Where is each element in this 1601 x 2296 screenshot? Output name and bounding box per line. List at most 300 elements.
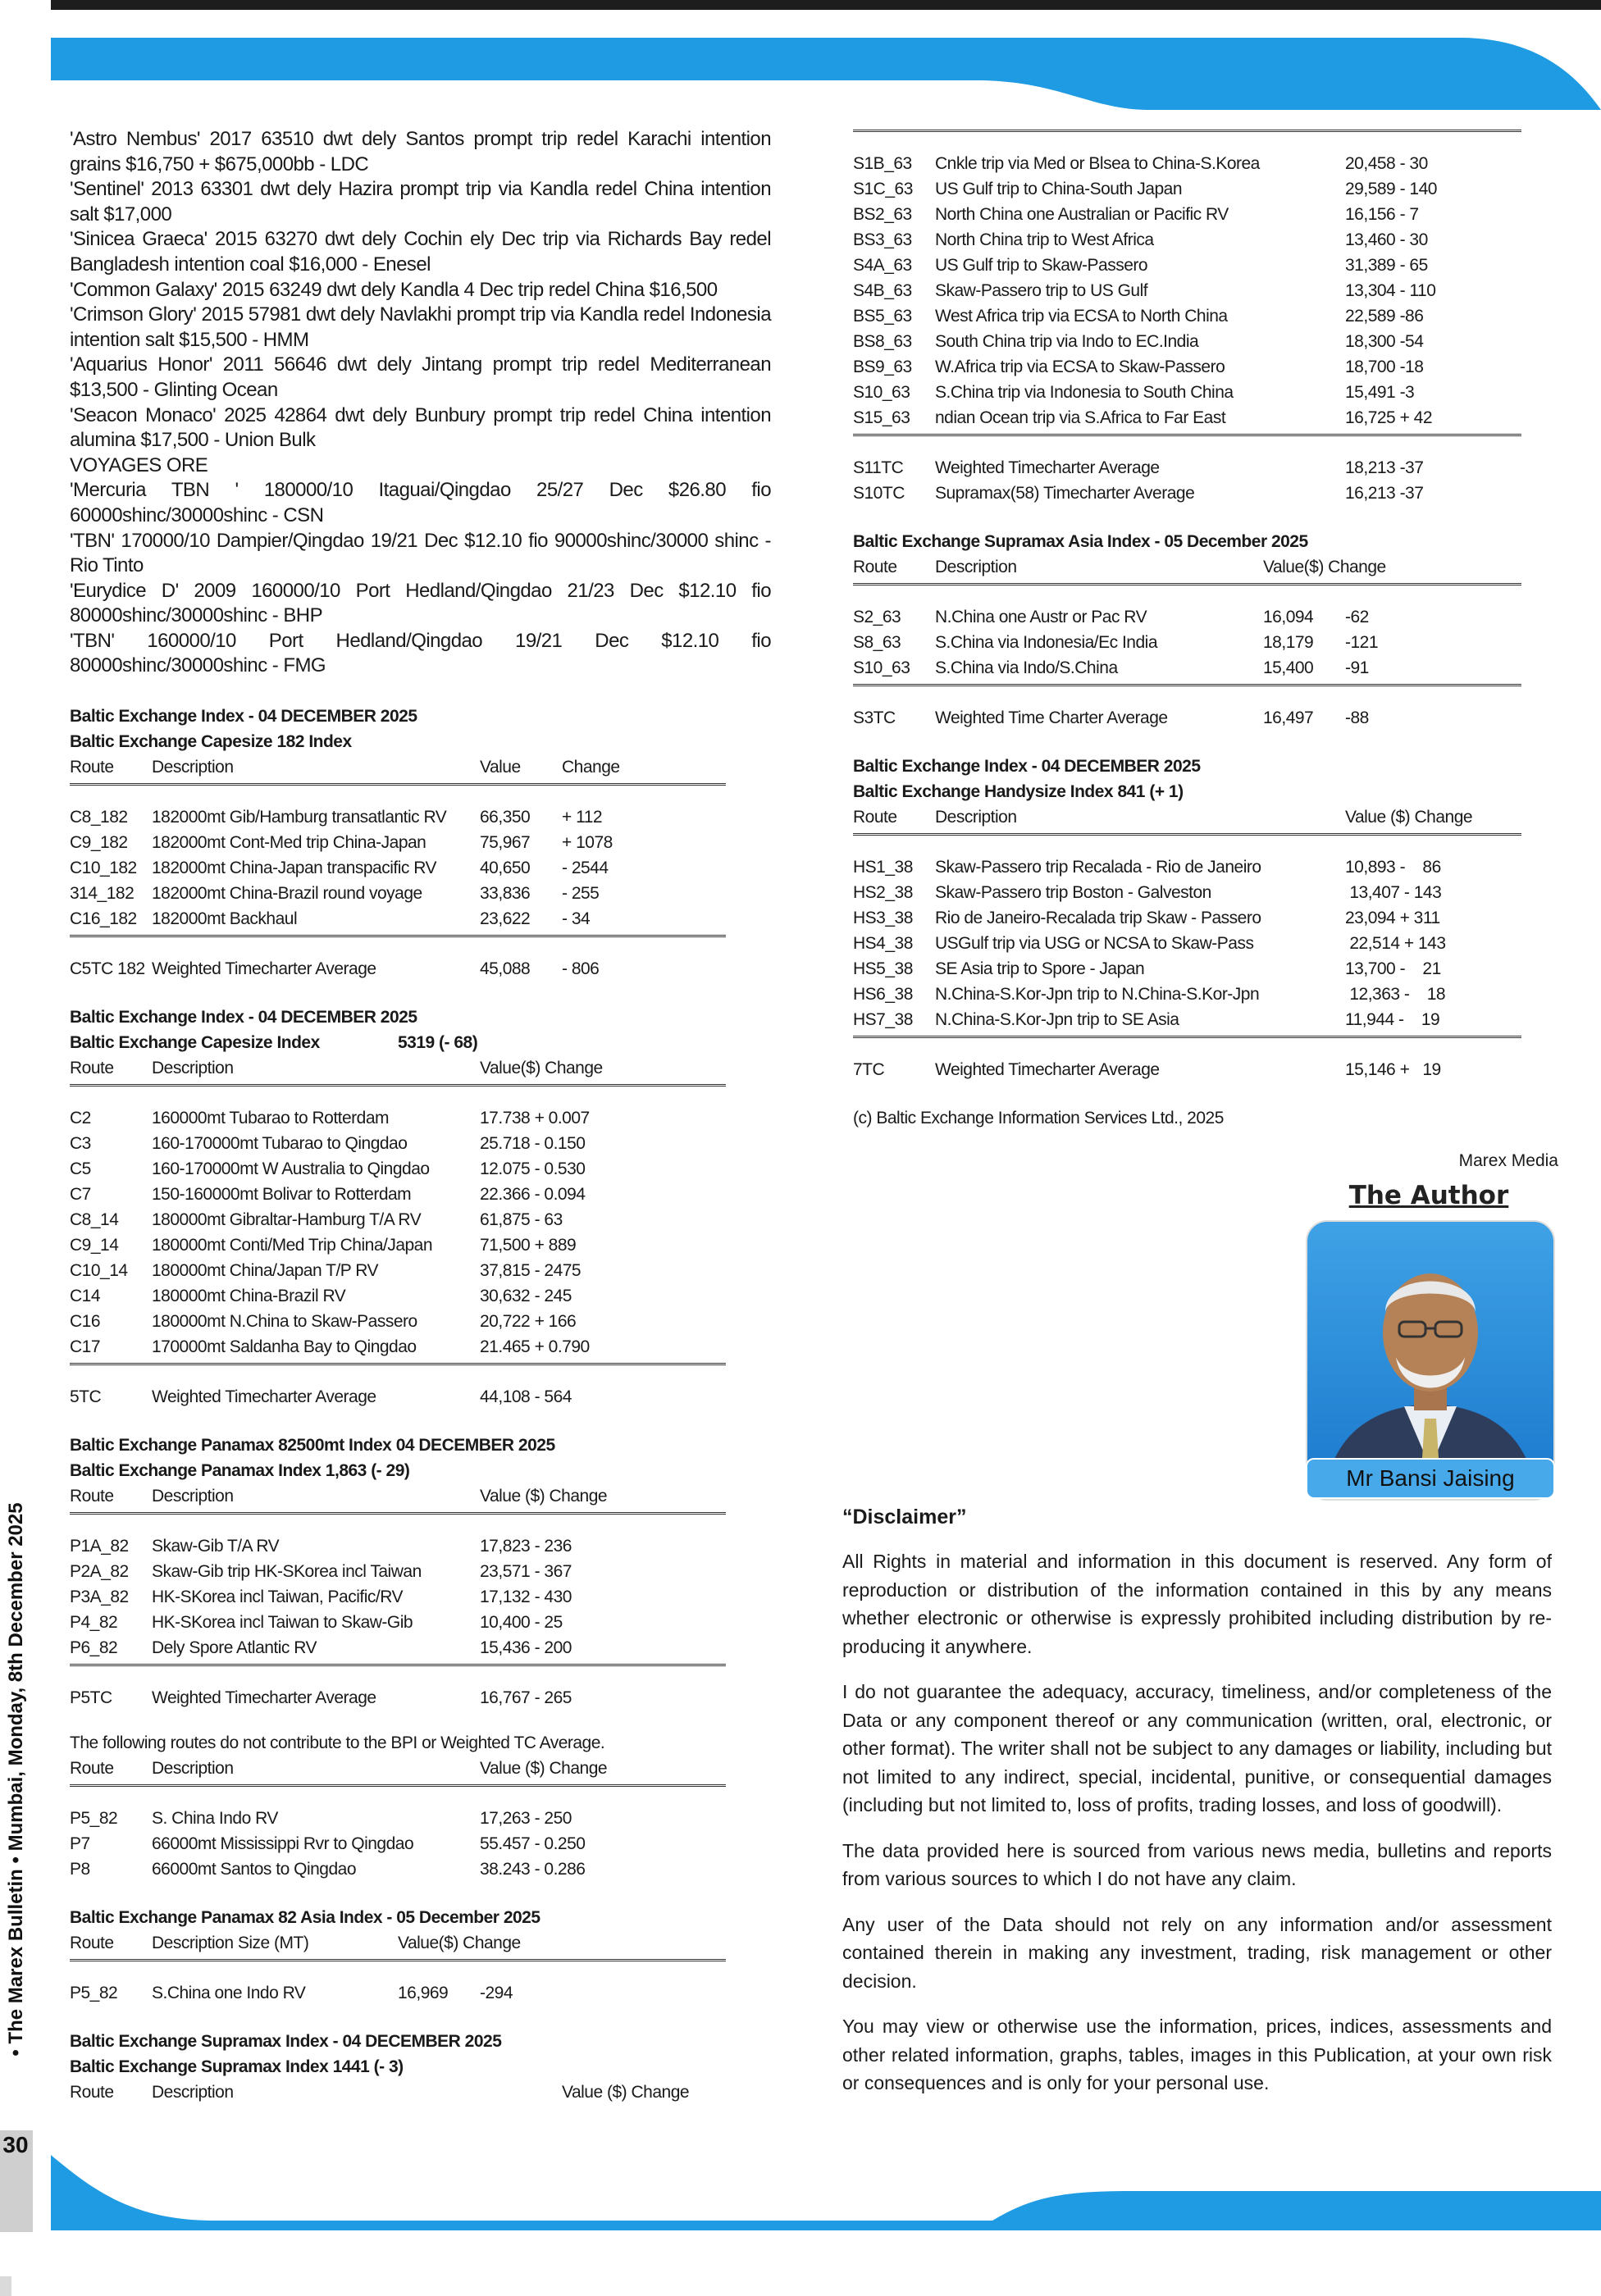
- table-cell: S4A_63: [853, 256, 912, 275]
- table-cell: North China trip to West Africa: [935, 230, 1154, 249]
- separator: [853, 130, 1521, 144]
- spine-text: • The Marex Bulletin • Mumbai, Monday, 8th December 2025: [5, 1502, 27, 2057]
- table-cell: Description: [152, 1487, 234, 1506]
- table-cell: 23,622: [480, 909, 531, 929]
- table-cell: 12,363 - 18: [1345, 985, 1446, 1004]
- separator: [853, 1036, 1521, 1050]
- right-column: [853, 130, 1526, 1131]
- table-subtitle: Baltic Exchange Capesize 182 Index: [70, 732, 352, 752]
- table-header: [70, 2080, 771, 2105]
- table-cell: BS9_63: [853, 358, 912, 376]
- table-cell: Description: [152, 2083, 234, 2102]
- table-cell: Description: [935, 558, 1017, 576]
- table-row: [70, 1635, 771, 1660]
- table-cell: HS7_38: [853, 1010, 913, 1029]
- table-cell: 22.366 - 0.094: [480, 1185, 586, 1205]
- top-blue-wave: [0, 31, 1601, 110]
- separator: [853, 684, 1521, 699]
- narrative-line: 'Crimson Glory' 2015 57981 dwt dely Navlakhi prompt trip via Kandla redel Indonesia intention salt $15,500 - HMM: [70, 303, 771, 351]
- table-row: [853, 405, 1526, 430]
- table-cell: Route: [70, 1759, 114, 1779]
- table-cell: 12.075 - 0.530: [480, 1159, 586, 1179]
- table-cell: + 112: [562, 808, 603, 827]
- table-cell: C5: [70, 1159, 91, 1179]
- table-cell: Value ($) Change: [562, 2083, 690, 2102]
- table-cell: Weighted Timecharter Average: [152, 959, 376, 979]
- table-footer-row: [853, 481, 1526, 506]
- table-row: [853, 854, 1526, 880]
- table-cell: 16,094: [1263, 608, 1314, 626]
- table-cell: P5_82: [70, 1809, 118, 1829]
- separator: [70, 1084, 726, 1099]
- table-row: [70, 1232, 771, 1258]
- table-cell: 37,815 - 2475: [480, 1261, 582, 1281]
- table-cell: 38.243 - 0.286: [480, 1860, 586, 1879]
- separator: [70, 783, 726, 798]
- table-cell: S.China via Indo/S.China: [935, 658, 1118, 677]
- table-cell: Value($) Change: [480, 1059, 603, 1078]
- table-cell: 22,589 -86: [1345, 307, 1424, 326]
- table-cell: 16,497: [1263, 708, 1314, 727]
- table-cell: 182000mt China-Japan transpacific RV: [152, 859, 436, 878]
- table-row: [853, 253, 1526, 278]
- table-cell: HS3_38: [853, 909, 913, 927]
- table-cell: 160-170000mt Tubarao to Qingdao: [152, 1134, 408, 1154]
- table-cell: BS8_63: [853, 332, 912, 351]
- table-cell: HS6_38: [853, 985, 913, 1004]
- table-cell: Route: [853, 558, 897, 576]
- table-cell: C10_182: [70, 859, 137, 878]
- table-cell: 75,967: [480, 833, 531, 853]
- table-row: [70, 1980, 771, 2006]
- table-subtitle: [70, 1030, 771, 1055]
- table-cell: 13,304 - 110: [1345, 281, 1436, 300]
- table-cell: Route: [853, 808, 897, 827]
- separator: [70, 1784, 726, 1799]
- table-cell: -88: [1345, 708, 1369, 727]
- table-cell: C10_14: [70, 1261, 128, 1281]
- table-row: [70, 1309, 771, 1334]
- table-cell: 7TC: [853, 1060, 885, 1079]
- table-cell: P4_82: [70, 1613, 118, 1633]
- table-cell: S.China via Indonesia/Ec India: [935, 633, 1158, 652]
- table-cell: S8_63: [853, 633, 901, 652]
- table-cell: S10_63: [853, 658, 910, 677]
- table-cell: Weighted Time Charter Average: [935, 708, 1168, 727]
- table-cell: 23,571 - 367: [480, 1562, 572, 1582]
- table-cell: Value($) Change: [1263, 558, 1386, 576]
- table-cell: Route: [70, 2083, 114, 2102]
- table-cell: 29,589 - 140: [1345, 180, 1437, 198]
- header-value: Value: [480, 758, 521, 777]
- table-cell: C9_182: [70, 833, 128, 853]
- table-row: [853, 329, 1526, 354]
- subtitle-value: 5319 (- 68): [398, 1033, 478, 1053]
- table-cell: C2: [70, 1109, 91, 1128]
- table-cell: P8: [70, 1860, 90, 1879]
- narrative-line: 'Common Galaxy' 2015 63249 dwt dely Kandla 4 Dec trip redel China $16,500: [70, 278, 718, 301]
- table-cell: - 34: [562, 909, 591, 929]
- table-cell: 18,213 -37: [1345, 458, 1424, 477]
- table-cell: Skaw-Passero trip to US Gulf: [935, 281, 1148, 300]
- supramax-routes-table: [853, 130, 1526, 506]
- table-cell: HS4_38: [853, 934, 913, 953]
- table-cell: BS5_63: [853, 307, 912, 326]
- table-cell: P5_82: [70, 1984, 118, 2003]
- table-header: [853, 554, 1526, 580]
- table-header: [70, 1930, 771, 1956]
- table-row: [70, 1131, 771, 1156]
- table-row: [853, 905, 1526, 931]
- table-cell: 30,632 - 245: [480, 1287, 572, 1306]
- table-cell: P6_82: [70, 1638, 118, 1658]
- table-cell: -91: [1345, 658, 1369, 677]
- table-cell: S.China one Indo RV: [152, 1984, 306, 2003]
- table-subtitle: Baltic Exchange Supramax Index 1441 (- 3): [70, 2057, 404, 2077]
- subtitle-text: Baltic Exchange Capesize Index: [70, 1033, 320, 1053]
- table-cell: HK-SKorea incl Taiwan, Pacific/RV: [152, 1588, 404, 1607]
- table-cell: Dely Spore Atlantic RV: [152, 1638, 317, 1658]
- table-row: [853, 931, 1526, 956]
- table-subtitle: Baltic Exchange Panamax Index 1,863 (- 29): [70, 1461, 410, 1481]
- table-cell: S15_63: [853, 408, 910, 427]
- table-cell: 182000mt Gib/Hamburg transatlantic RV: [152, 808, 447, 827]
- table-cell: BS2_63: [853, 205, 912, 224]
- separator: [70, 1512, 726, 1527]
- table-row: [853, 604, 1526, 630]
- table-header: [70, 1756, 771, 1781]
- table-row: [70, 1806, 771, 1831]
- table-row: [853, 655, 1526, 681]
- table-cell: 18,300 -54: [1345, 332, 1424, 351]
- table-cell: North China one Australian or Pacific RV: [935, 205, 1229, 224]
- table-row: [853, 278, 1526, 303]
- separator: [70, 1363, 726, 1378]
- table-cell: Description Size (MT): [152, 1934, 309, 1953]
- table-cell: P3A_82: [70, 1588, 129, 1607]
- table-row: [70, 830, 771, 855]
- table-row: [70, 1831, 771, 1856]
- narrative-line: 'Eurydice D' 2009 160000/10 Port Hedland/Qingdao 21/23 Dec $12.10 fio 80000shinc/30000shinc - BHP: [70, 579, 771, 627]
- table-cell: - 255: [562, 884, 600, 904]
- table-cell: SE Asia trip to Spore - Japan: [935, 959, 1145, 978]
- table-row: [70, 855, 771, 881]
- table-footer-row: [70, 956, 771, 982]
- table-cell: 15,436 - 200: [480, 1638, 572, 1658]
- table-cell: Value ($) Change: [1345, 808, 1473, 827]
- table-cell: US Gulf trip to China-South Japan: [935, 180, 1183, 198]
- separator: [853, 434, 1521, 449]
- table-cell: 18,179: [1263, 633, 1314, 652]
- table-row: [70, 1283, 771, 1309]
- author-name-caption: Mr Bansi Jaising: [1306, 1458, 1555, 1499]
- table-cell: South China trip via Indo to EC.India: [935, 332, 1199, 351]
- table-cell: S.China trip via Indonesia to South China: [935, 383, 1234, 402]
- table-cell: 314_182: [70, 884, 135, 904]
- table-footer-row: [853, 1057, 1526, 1082]
- capesize-table: [70, 1004, 771, 1410]
- separator: [70, 935, 726, 950]
- table-cell: -62: [1345, 608, 1369, 626]
- table-cell: -294: [480, 1984, 513, 2003]
- table-title: Baltic Exchange Panamax 82 Asia Index - 05 December 2025: [70, 1908, 541, 1928]
- table-cell: 21.465 + 0.790: [480, 1337, 590, 1357]
- table-cell: 16,969: [398, 1984, 449, 2003]
- table-row: [70, 906, 771, 932]
- table-cell: 16,213 -37: [1345, 484, 1424, 503]
- narrative-line: 'Astro Nembus' 2017 63510 dwt dely Santos prompt trip redel Karachi intention grains $16,750 + $675,000bb - LDC: [70, 128, 771, 175]
- table-cell: West Africa trip via ECSA to North China: [935, 307, 1228, 326]
- disclaimer-paragraph: All Rights in material and information in this document is reserved. Any form of reproduction or distribution of the information contained in this by any means whether electronic or otherwise is expressly prohibited including distribution by re- producing it anywhere.: [842, 1551, 1552, 1657]
- copyright-note: (c) Baltic Exchange Information Services Ltd., 2025: [853, 1109, 1224, 1128]
- table-title: Baltic Exchange Index - 04 DECEMBER 2025: [70, 1008, 417, 1027]
- narrative-line: 'TBN' 160000/10 Port Hedland/Qingdao 19/21 Dec $12.10 fio 80000shinc/30000shinc - FMG: [70, 629, 771, 677]
- table-cell: S1B_63: [853, 154, 912, 173]
- disclaimer-paragraph: Any user of the Data should not rely on any information and/or assessment contained therein in making any investment, trading, risk management or other decision.: [842, 1913, 1552, 1992]
- supramax-asia-table: [853, 529, 1526, 731]
- table-cell: Skaw-Passero trip Boston - Galveston: [935, 883, 1211, 902]
- table-cell: 15,400: [1263, 658, 1314, 677]
- disclaimer-section: [842, 1506, 1552, 2115]
- table-cell: 18,700 -18: [1345, 358, 1424, 376]
- table-row: [853, 982, 1526, 1007]
- disclaimer-paragraph: I do not guarantee the adequacy, accuracy, timeliness, and/or completeness of the Data or any component thereof or any communication (written, oral, electronic, or other format). The writer shall not be subject to any damages or liability, including but not limited to any indirect, special, incidental, punitive, or consequential damages (including but not limited to, loss of profits, trading losses, and loss of goodwill).: [842, 1681, 1552, 1815]
- table-cell: Weighted Timecharter Average: [152, 1387, 376, 1407]
- disclaimer-paragraph: You may view or otherwise use the information, prices, indices, assessments and other related information, graphs, tables, images in this Publication, at your own risk or consequences and is only for your personal use.: [842, 2016, 1552, 2093]
- table-cell: 182000mt Backhaul: [152, 909, 298, 929]
- table-row: [853, 956, 1526, 982]
- table-title: Baltic Exchange Index - 04 DECEMBER 2025: [853, 757, 1201, 776]
- table-cell: BS3_63: [853, 230, 912, 249]
- table-cell: 5TC: [70, 1387, 102, 1407]
- table-cell: HS5_38: [853, 959, 913, 978]
- table-row: [70, 881, 771, 906]
- table-cell: P5TC: [70, 1688, 112, 1708]
- table-cell: Skaw-Passero trip Recalada - Rio de Janeiro: [935, 858, 1261, 877]
- table-cell: ndian Ocean trip via S.Africa to Far East: [935, 408, 1226, 427]
- table-row: [70, 1610, 771, 1635]
- handysize-table: [853, 754, 1526, 1082]
- table-row: [70, 1182, 771, 1207]
- table-cell: N.China one Austr or Pac RV: [935, 608, 1147, 626]
- table-cell: 180000mt Conti/Med Trip China/Japan: [152, 1236, 433, 1255]
- table-row: [70, 1856, 771, 1882]
- table-row: [853, 227, 1526, 253]
- table-cell: C14: [70, 1287, 101, 1306]
- table-cell: 160000mt Tubarao to Rotterdam: [152, 1109, 390, 1128]
- table-row: [70, 1258, 771, 1283]
- table-cell: 10,893 - 86: [1345, 858, 1441, 877]
- table-cell: 17,132 - 430: [480, 1588, 572, 1607]
- fixtures-narrative: [70, 127, 771, 679]
- table-cell: 55.457 - 0.250: [480, 1834, 586, 1854]
- disclaimer-paragraph: The data provided here is sourced from various news media, bulletins and reports from various sources to which I do not have any claim.: [842, 1839, 1552, 1889]
- table-cell: 182000mt China-Brazil round voyage: [152, 884, 422, 904]
- narrative-line: 'Seacon Monaco' 2025 42864 dwt dely Bunbury prompt trip redel China intention alumina $17,500 - Union Bulk: [70, 403, 771, 452]
- table-cell: 66000mt Mississippi Rvr to Qingdao: [152, 1834, 414, 1854]
- table-cell: 44,108 - 564: [480, 1387, 572, 1407]
- header-change: Change: [562, 758, 620, 777]
- table-row: [853, 1007, 1526, 1032]
- table-cell: US Gulf trip to Skaw-Passero: [935, 256, 1148, 275]
- table-row: [70, 1584, 771, 1610]
- table-cell: 66000mt Santos to Qingdao: [152, 1860, 357, 1879]
- table-cell: 182000mt Cont-Med trip China-Japan: [152, 833, 426, 853]
- table-cell: 16,725 + 42: [1345, 408, 1433, 427]
- table-cell: Route: [70, 1059, 114, 1078]
- table-cell: P7: [70, 1834, 90, 1854]
- table-cell: 33,836: [480, 884, 531, 904]
- table-cell: C9_14: [70, 1236, 119, 1255]
- table-cell: S4B_63: [853, 281, 912, 300]
- table-cell: 61,875 - 63: [480, 1210, 563, 1230]
- table-cell: N.China-S.Kor-Jpn trip to N.China-S.Kor-Jpn: [935, 985, 1260, 1004]
- panamax-asia-table: [70, 1905, 771, 2006]
- table-cell: 22,514 + 143: [1345, 934, 1446, 953]
- table-cell: Description: [152, 1059, 234, 1078]
- supramax-index-header: [70, 2029, 771, 2105]
- table-cell: C3: [70, 1134, 91, 1154]
- table-cell: 13,700 - 21: [1345, 959, 1441, 978]
- table-cell: Route: [70, 1487, 114, 1506]
- table-cell: 150-160000mt Bolivar to Rotterdam: [152, 1185, 412, 1205]
- narrative-line: VOYAGES ORE: [70, 453, 208, 476]
- panamax-table: [70, 1433, 771, 1882]
- table-cell: Skaw-Gib trip HK-SKorea incl Taiwan: [152, 1562, 422, 1582]
- separator: [70, 1959, 726, 1974]
- table-cell: P1A_82: [70, 1537, 129, 1556]
- table-row: [70, 1156, 771, 1182]
- table-cell: S11TC: [853, 458, 904, 477]
- table-cell: Value ($) Change: [480, 1759, 608, 1779]
- table-cell: Route: [70, 1934, 114, 1953]
- table-row: [853, 880, 1526, 905]
- table-title: Baltic Exchange Supramax Asia Index - 05 December 2025: [853, 532, 1308, 551]
- table-cell: 180000mt N.China to Skaw-Passero: [152, 1312, 417, 1332]
- table-cell: Skaw-Gib T/A RV: [152, 1537, 280, 1556]
- table-footer-row: [70, 1384, 771, 1410]
- table-cell: Supramax(58) Timecharter Average: [935, 484, 1195, 503]
- table-header: [70, 754, 771, 780]
- table-cell: USGulf trip via USG or NCSA to Skaw-Pass: [935, 934, 1254, 953]
- disclaimer-title: “Disclaimer”: [842, 1506, 967, 1528]
- table-cell: HS2_38: [853, 883, 913, 902]
- table-cell: 31,389 - 65: [1345, 256, 1428, 275]
- table-cell: 23,094 + 311: [1345, 909, 1440, 927]
- narrative-line: 'Aquarius Honor' 2011 56646 dwt dely Jintang prompt trip redel Mediterranean $13,500 - Glinting Ocean: [70, 353, 771, 401]
- table-footer-row: [853, 455, 1526, 481]
- table-cell: 20,722 + 166: [480, 1312, 577, 1332]
- table-cell: C17: [70, 1337, 101, 1357]
- left-column: [70, 127, 771, 2105]
- table-header: [70, 1483, 771, 1509]
- table-cell: C8_182: [70, 808, 128, 827]
- publisher-label: Marex Media: [1458, 1151, 1558, 1170]
- table-cell: 180000mt China-Brazil RV: [152, 1287, 346, 1306]
- table-row: [853, 303, 1526, 329]
- table-cell: S3TC: [853, 708, 896, 727]
- table-cell: C5TC 182: [70, 959, 145, 979]
- table-cell: 16,156 - 7: [1345, 205, 1419, 224]
- table-cell: S10_63: [853, 383, 910, 402]
- table-title: Baltic Exchange Supramax Index - 04 DECEMBER 2025: [70, 2032, 502, 2052]
- narrative-line: 'Mercuria TBN ' 180000/10 Itaguai/Qingdao 25/27 Dec $26.80 fio 60000shinc/30000shinc - CSN: [70, 479, 771, 526]
- table-cell: - 2544: [562, 859, 609, 878]
- table-cell: 17,823 - 236: [480, 1537, 572, 1556]
- table-cell: 10,400 - 25: [480, 1613, 563, 1633]
- table-row: [70, 1105, 771, 1131]
- narrative-line: 'Sentinel' 2013 63301 dwt dely Hazira prompt trip via Kandla redel China intention salt $17,000: [70, 178, 771, 226]
- table-cell: P2A_82: [70, 1562, 129, 1582]
- table-cell: 13,460 - 30: [1345, 230, 1428, 249]
- table-note: The following routes do not contribute to the BPI or Weighted TC Average.: [70, 1733, 605, 1753]
- table-cell: 25.718 - 0.150: [480, 1134, 586, 1154]
- table-cell: 66,350: [480, 808, 531, 827]
- separator: [853, 583, 1521, 598]
- table-cell: C8_14: [70, 1210, 119, 1230]
- table-row: [853, 176, 1526, 202]
- bottom-blue-wave: [0, 2155, 1601, 2230]
- table-title: Baltic Exchange Index - 04 DECEMBER 2025: [70, 707, 417, 727]
- table-row: [70, 804, 771, 830]
- table-row: [853, 354, 1526, 380]
- table-cell: W.Africa trip via ECSA to Skaw-Passero: [935, 358, 1225, 376]
- table-cell: S. China Indo RV: [152, 1809, 278, 1829]
- table-row: [70, 1559, 771, 1584]
- page-number: 30: [2, 2132, 29, 2157]
- table-cell: -121: [1345, 633, 1379, 652]
- table-cell: 45,088: [480, 959, 531, 979]
- table-cell: S2_63: [853, 608, 901, 626]
- table-cell: Weighted Timecharter Average: [152, 1688, 376, 1708]
- table-footer-row: [70, 1685, 771, 1711]
- table-row: [70, 1533, 771, 1559]
- capesize-182-table: [70, 704, 771, 982]
- table-cell: Description: [935, 808, 1017, 827]
- header-route: Route: [70, 758, 114, 777]
- table-cell: 13,407 - 143: [1345, 883, 1442, 902]
- table-cell: 15,491 -3: [1345, 383, 1415, 402]
- table-row: [853, 380, 1526, 405]
- table-cell: Value ($) Change: [480, 1487, 608, 1506]
- table-cell: + 1078: [562, 833, 613, 853]
- table-cell: C16: [70, 1312, 101, 1332]
- table-cell: C7: [70, 1185, 91, 1205]
- table-cell: 180000mt Gibraltar-Hamburg T/A RV: [152, 1210, 422, 1230]
- table-header: [853, 804, 1526, 830]
- table-row: [70, 1334, 771, 1360]
- table-cell: 160-170000mt W Australia to Qingdao: [152, 1159, 430, 1179]
- table-cell: HK-SKorea incl Taiwan to Skaw-Gib: [152, 1613, 413, 1633]
- separator: [853, 833, 1521, 848]
- table-cell: 20,458 - 30: [1345, 154, 1428, 173]
- narrative-line: 'Sinicea Graeca' 2015 63270 dwt dely Cochin ely Dec trip via Richards Bay redel Bangladesh intention coal $16,000 - Enesel: [70, 228, 771, 276]
- corner-mark: [0, 2276, 11, 2296]
- table-cell: 17.738 + 0.007: [480, 1109, 590, 1128]
- table-title: Baltic Exchange Panamax 82500mt Index 04 DECEMBER 2025: [70, 1436, 555, 1456]
- header-description: Description: [152, 758, 234, 777]
- table-cell: S10TC: [853, 484, 905, 503]
- separator: [70, 1664, 726, 1679]
- table-cell: S1C_63: [853, 180, 913, 198]
- top-dark-bar: [51, 0, 1601, 10]
- table-cell: C16_182: [70, 909, 137, 929]
- table-cell: 15,146 + 19: [1345, 1060, 1441, 1079]
- table-cell: Weighted Timecharter Average: [935, 1060, 1160, 1079]
- table-cell: Cnkle trip via Med or Blsea to China-S.Korea: [935, 154, 1260, 173]
- table-row: [853, 630, 1526, 655]
- table-row: [853, 151, 1526, 176]
